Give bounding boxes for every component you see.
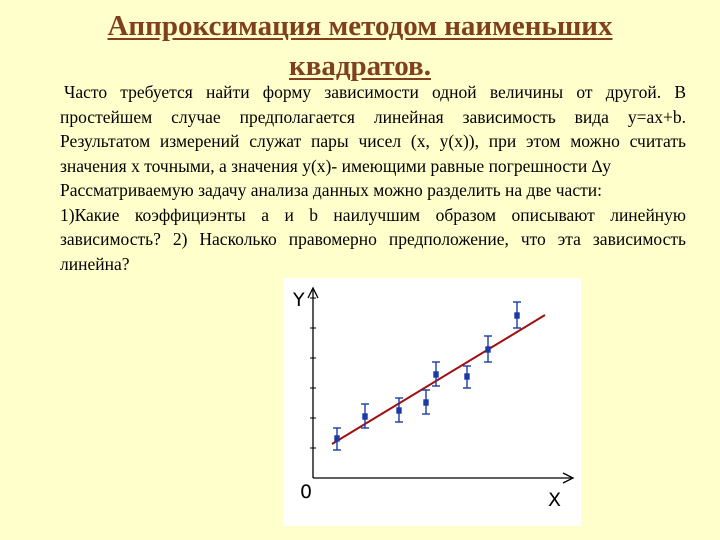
- slide-title-line-1: Аппроксимация методом наименьших: [107, 10, 613, 42]
- data-points: [333, 302, 521, 450]
- fit-figure: [283, 278, 581, 526]
- slide-title-line-2: квадратов.: [289, 50, 431, 82]
- slide-title: [60, 6, 660, 86]
- data-point: [463, 366, 471, 388]
- paragraph-task: Рассматриваемую задачу анализа данных можно разделить на две части:: [60, 180, 602, 200]
- fit-diagram: [283, 278, 581, 526]
- y-axis-label: Y: [293, 289, 305, 311]
- origin-label: 0: [300, 481, 313, 503]
- data-point: [484, 336, 492, 362]
- body-text: [60, 80, 686, 276]
- paragraph-intro: Часто требуется найти форму зависимости одной величины от другой. В простейшем случае предполагается линейная зависимость вида y=ax+b. Результатом измерений служат пары чисел (x, y(x)), при этом можно считать значения x точными, а значения y(x)- имеющими равные погрешности ∆y: [60, 82, 686, 176]
- paragraph-questions: 1)Какие коэффициэнты a и b наилучшим образом описывают линейную зависимость? 2) Насколько правомерно предположение, что эта зависимость линейна?: [60, 204, 686, 274]
- data-point: [513, 302, 521, 328]
- x-axis-label: X: [548, 489, 562, 511]
- data-point: [361, 404, 369, 428]
- fit-line: [332, 315, 545, 444]
- data-point: [422, 390, 430, 414]
